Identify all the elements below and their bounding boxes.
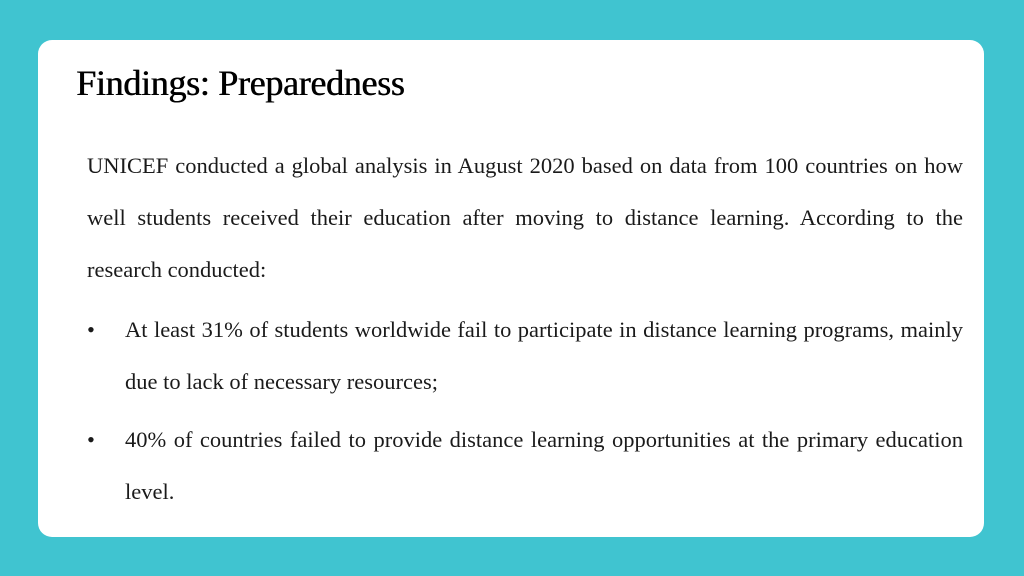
list-item-text: At least 31% of students worldwide fail to participate in distance learning programs, mainly due to lack of necessary resources; (125, 317, 963, 394)
findings-list (87, 304, 963, 518)
bullet-icon: • (87, 427, 95, 452)
slide-card (38, 40, 984, 537)
list-item (87, 304, 963, 408)
intro-paragraph: UNICEF conducted a global analysis in August 2020 based on data from 100 countries on how well students received their education after moving to distance learning. According to the research conducted: (87, 153, 963, 282)
slide-body (87, 140, 963, 524)
list-item-text: 40% of countries failed to provide distance learning opportunities at the primary education level. (125, 427, 963, 504)
list-item (87, 414, 963, 518)
bullet-icon: • (87, 317, 95, 342)
slide-title: Findings: Preparedness (76, 63, 405, 103)
